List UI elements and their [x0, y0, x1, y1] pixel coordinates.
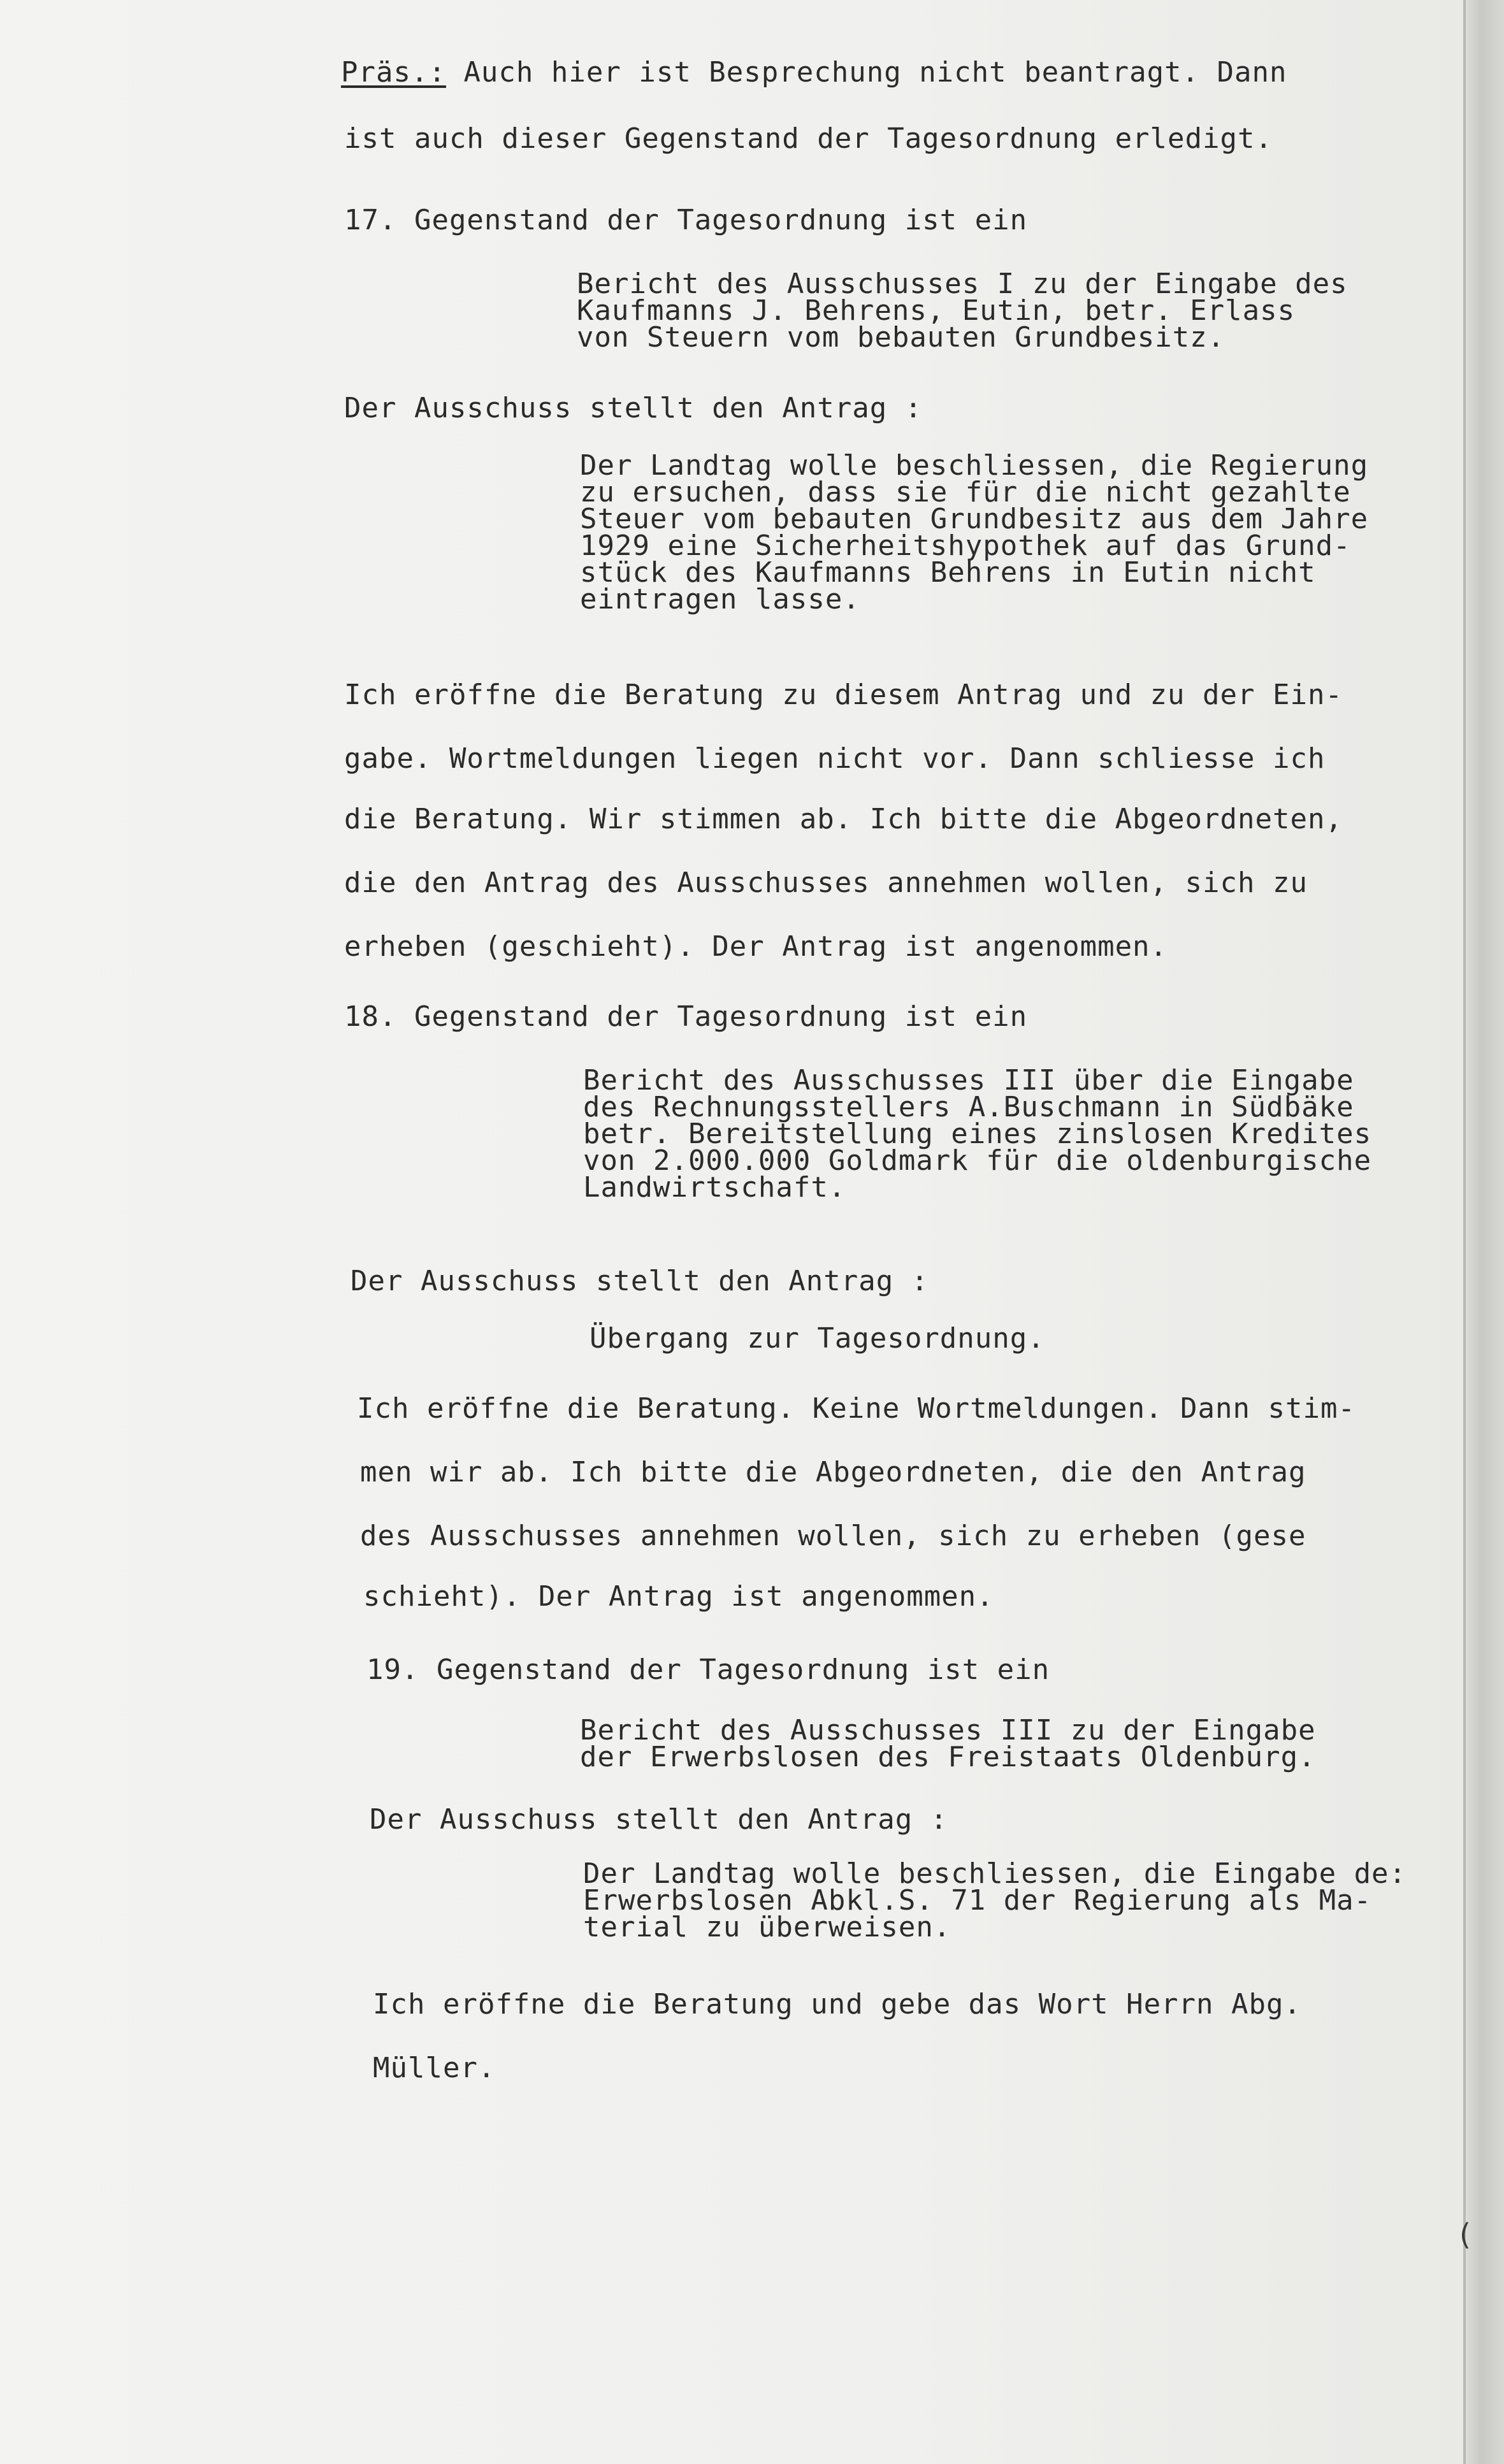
item18-motion: Übergang zur Tagesordnung. — [589, 1322, 1045, 1355]
item19-motion: Der Landtag wolle beschliessen, die Eingabe de: Erwerbslosen Abkl.S. 71 der Regierung als Ma- terial zu überweisen. — [583, 1857, 1407, 1943]
item18-line-3: des Ausschusses annehmen wollen, sich zu erheben (gese — [360, 1520, 1306, 1552]
pres-label: Präs.: — [341, 56, 446, 89]
item18-motion-intro: Der Ausschuss stellt den Antrag : — [351, 1265, 929, 1297]
item19-line-1: Ich eröffne die Beratung und gebe das Wort Herrn Abg. — [373, 1988, 1301, 2021]
item18-heading: 18. Gegenstand der Tagesordnung ist ein — [344, 1000, 1028, 1033]
item18-line-4: schieht). Der Antrag ist angenommen. — [363, 1580, 994, 1613]
item17-motion-intro: Der Ausschuss stellt den Antrag : — [344, 392, 923, 424]
item19-line-2: Müller. — [373, 2052, 496, 2084]
item17-line-3: die Beratung. Wir stimmen ab. Ich bitte die Abgeordneten, — [344, 803, 1343, 835]
item18-report: Bericht des Ausschusses III über die Eingabe des Rechnungsstellers A.Buschmann in Südbäke betr. Bereitstellung eines zinslosen Kredites von 2.000.000 Goldmark für die oldenburgische Landwirtschaft. — [583, 1064, 1372, 1204]
pres-line-2: ist auch dieser Gegenstand der Tagesordnung erledigt. — [344, 122, 1273, 155]
item18-line-2: men wir ab. Ich bitte die Abgeordneten, die den Antrag — [360, 1456, 1306, 1488]
item17-heading: 17. Gegenstand der Tagesordnung ist ein — [344, 204, 1028, 236]
item17-line-2: gabe. Wortmeldungen liegen nicht vor. Dann schliesse ich — [344, 742, 1326, 775]
item17-motion: Der Landtag wolle beschliessen, die Regierung zu ersuchen, dass sie für die nicht gezahlte Steuer vom bebauten Grundbesitz aus dem Jahre 1929 eine Sicherheitshypothek auf das Grund- stück des Kaufmanns Behrens in Eutin nicht eintragen lasse. — [580, 449, 1369, 616]
pres-line-1-rest: Auch hier ist Besprechung nicht beantragt. Dann — [445, 56, 1287, 89]
margin-mark: ( — [1459, 2217, 1471, 2252]
page-right-edge — [1466, 0, 1504, 2464]
item19-motion-intro: Der Ausschuss stellt den Antrag : — [370, 1803, 948, 1836]
item17-line-4: die den Antrag des Ausschusses annehmen wollen, sich zu — [344, 867, 1308, 899]
item18-line-1: Ich eröffne die Beratung. Keine Wortmeldungen. Dann stim- — [357, 1392, 1356, 1425]
item19-report: Bericht des Ausschusses III zu der Eingabe der Erwerbslosen des Freistaats Oldenburg. — [580, 1714, 1316, 1773]
item17-report: Bericht des Ausschusses I zu der Eingabe des Kaufmanns J. Behrens, Eutin, betr. Erlass von Steuern vom bebauten Grundbesitz. — [577, 268, 1348, 354]
item19-heading: 19. Gegenstand der Tagesordnung ist ein — [366, 1653, 1050, 1686]
item17-line-5: erheben (geschieht). Der Antrag ist angenommen. — [344, 930, 1168, 963]
item17-line-1: Ich eröffne die Beratung zu diesem Antrag und zu der Ein- — [344, 679, 1343, 711]
pres-line-1 — [341, 56, 1287, 89]
